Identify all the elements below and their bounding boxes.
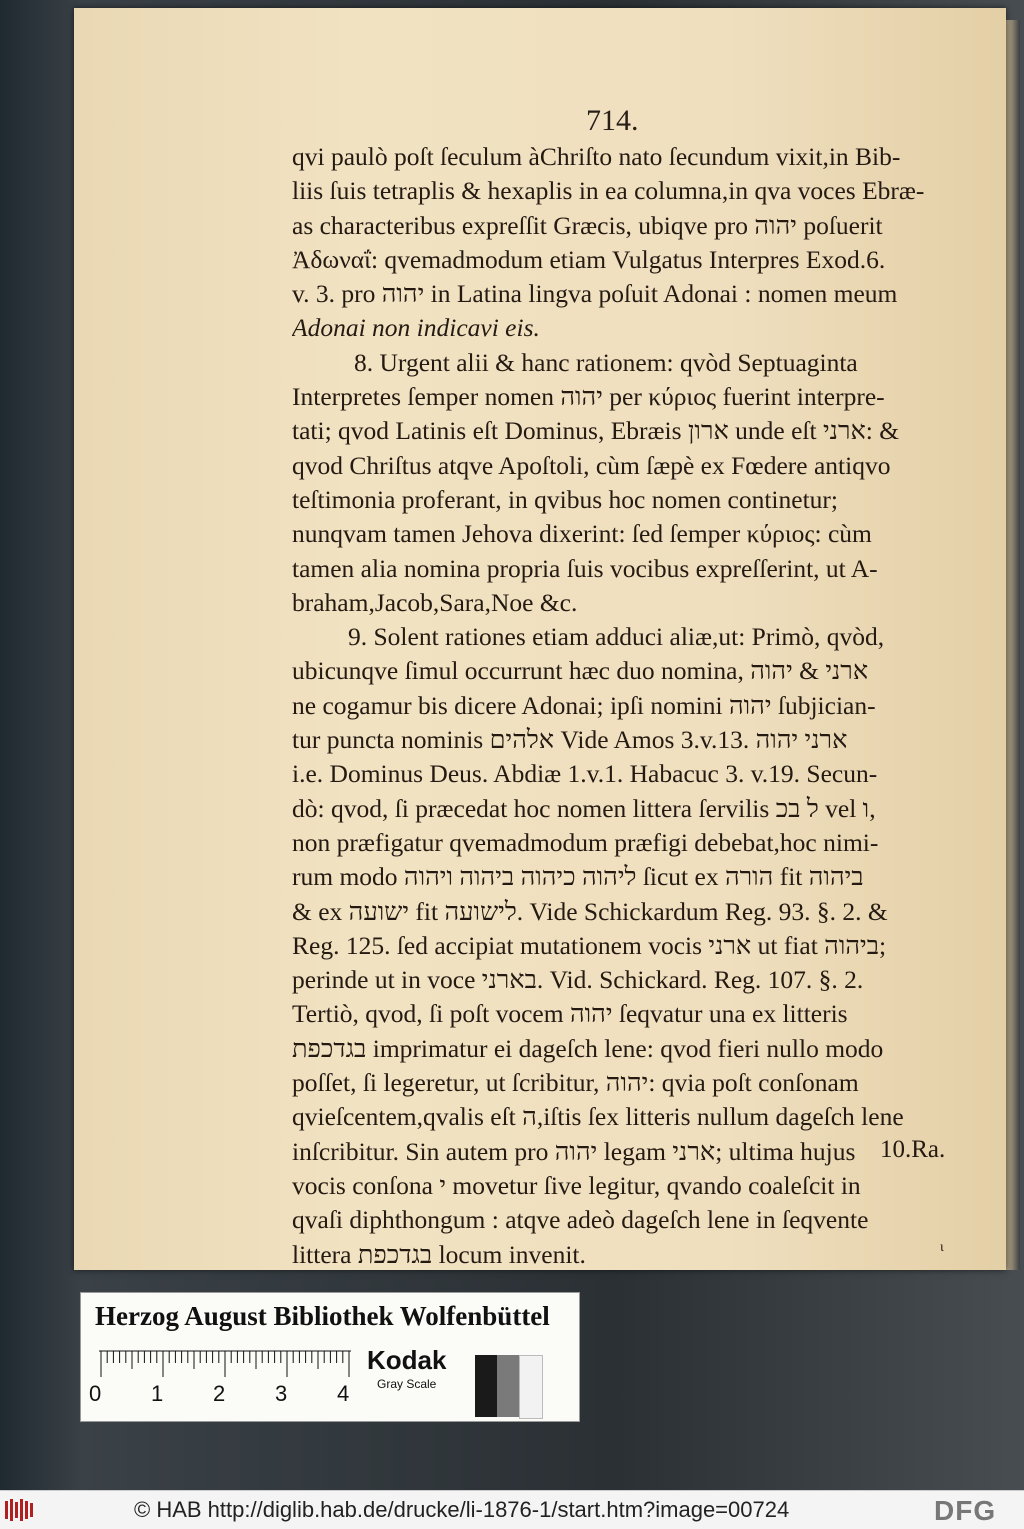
- page-mark: ι: [940, 1240, 944, 1255]
- text-line: littera בגדכפת locum invenit.: [292, 1239, 586, 1269]
- text-line: as characteribus expreſſit Græcis, ubiqve pro יהוה poſuerit: [292, 210, 883, 240]
- text-line: nunqvam tamen Jehova dixerint: ſed ſemper κύριος: cùm: [292, 519, 872, 549]
- text-line: Reg. 125. ſed accipiat mutationem vocis ארני ut fiat ביהוה;: [292, 930, 887, 960]
- ruler-scale: [95, 1349, 355, 1379]
- text-line: 8. Urgent alii & hanc rationem: qvòd Septuaginta: [354, 347, 858, 377]
- text-line: tati; qvod Latinis eſt Dominus, Ebræis ארון unde eſt ארני: &: [292, 416, 900, 446]
- text-line: qvi paulò poſt ſeculum àChriſto nato ſecundum vixit,in Bib-: [292, 142, 901, 171]
- text-line: poſſet, ſi legeretur, ut ſcribitur, יהוה: qvia poſt conſonam: [292, 1068, 859, 1098]
- ruler-number: 0: [89, 1381, 102, 1406]
- text-line: dò: qvod, ſi præcedat hoc nomen littera ſervilis ל בכ vel ו,: [292, 793, 876, 823]
- ruler-number: 2: [213, 1381, 226, 1406]
- footer-url: © HAB http://diglib.hab.de/drucke/li-1876-1/start.htm?image=00724: [134, 1497, 790, 1522]
- text-line: Ἀδωναΐ: qvemadmodum etiam Vulgatus Interpres Exod.6.: [292, 244, 886, 274]
- text-line: qvaſi diphthongum : atqve adeò dageſch lene in ſeqvente: [292, 1205, 869, 1235]
- text-line: inſcribitur. Sin autem pro יהוה legam ארני; ultima hujus: [292, 1136, 856, 1166]
- text-line: 9. Solent rationes etiam adduci aliæ,ut: Primò, qvòd,: [348, 622, 885, 652]
- gray-patch-white: [519, 1355, 543, 1419]
- text-line: Interpretes ſemper nomen יהוה per κύριος fuerint interpre-: [292, 382, 885, 412]
- text-line: braham,Jacob,Sara,Noe &c.: [292, 587, 578, 617]
- text-line: tamen alia nomina propria ſuis vocibus expreſſerint, ut A-: [292, 553, 878, 583]
- text-line: non præfigatur qvemadmodum præfigi debebat,hoc nimi-: [292, 827, 879, 857]
- library-name: Herzog August Bibliothek Wolfenbüttel: [95, 1301, 550, 1331]
- text-line: qvod Chriſtus atqve Apoſtoli, cùm ſæpè ex Fœdere antiqvo: [292, 450, 891, 480]
- dfg-logo: DFG: [934, 1495, 997, 1526]
- gray-patch-mid: [497, 1355, 519, 1417]
- kodak-label: Kodak: [367, 1345, 447, 1375]
- gray-scale-label: Gray Scale: [377, 1377, 437, 1391]
- text-line: ne cogamur bis dicere Adonai; ipſi nomini יהוה ſubjician-: [292, 690, 876, 720]
- page-number: 714.: [586, 104, 639, 137]
- text-line: qvieſcentem,qvalis eſt ה,iſtis ſex litteris nullum dageſch lene: [292, 1102, 904, 1132]
- footer-bar: [0, 1490, 1024, 1529]
- ruler-numbers: [89, 1381, 369, 1411]
- text-line: rum modo ליהוה כיהוה ביהוה ויהוה ſicut ex הורה fit ביהוה: [292, 862, 864, 892]
- text-line: בגדכפת imprimatur ei dageſch lene: qvod fieri nullo modo: [292, 1033, 884, 1063]
- text-line: perinde ut in voce בארני. Vid. Schickard. Reg. 107. §. 2.: [292, 965, 864, 995]
- color-calibration-card: [80, 1292, 580, 1422]
- text-line: vocis conſona י movetur ſive legitur, qvando coaleſcit in: [292, 1170, 861, 1200]
- text-line: v. 3. pro יהוה in Latina lingva poſuit Adonai : nomen meum: [292, 279, 898, 309]
- ruler-number: 1: [151, 1381, 164, 1406]
- gray-patch-black: [475, 1355, 497, 1417]
- text-line: teſtimonia proferant, in qvibus hoc nomen continetur;: [292, 484, 838, 514]
- text-line: liis ſuis tetraplis & hexaplis in ea columna,in qva voces Ebræ-: [292, 176, 925, 206]
- text-line: & ex ישועה fit לישועה. Vide Schickardum Reg. 93. §. 2. &: [292, 896, 888, 926]
- text-line: ubicunqve ſimul occurrunt hæc duo nomina, ארני & יהוה: [292, 656, 869, 686]
- catchword: 10.Ra.: [880, 1136, 946, 1163]
- page-text: [292, 140, 972, 1272]
- ruler-number: 4: [337, 1381, 350, 1406]
- text-line: i.e. Dominus Deus. Abdiæ 1.v.1. Habacuc 3. v.19. Secun-: [292, 759, 878, 789]
- text-line: Adonai non indicavi eis.: [292, 313, 540, 343]
- text-line: tur puncta nominis אלהים Vide Amos 3.v.13. ארני יהוה: [292, 725, 848, 755]
- ruler-number: 3: [275, 1381, 288, 1406]
- hab-logo-icon: [4, 1497, 38, 1523]
- text-line: Tertiò, qvod, ſi poſt vocem יהוה ſeqvatur una ex litteris: [292, 999, 848, 1029]
